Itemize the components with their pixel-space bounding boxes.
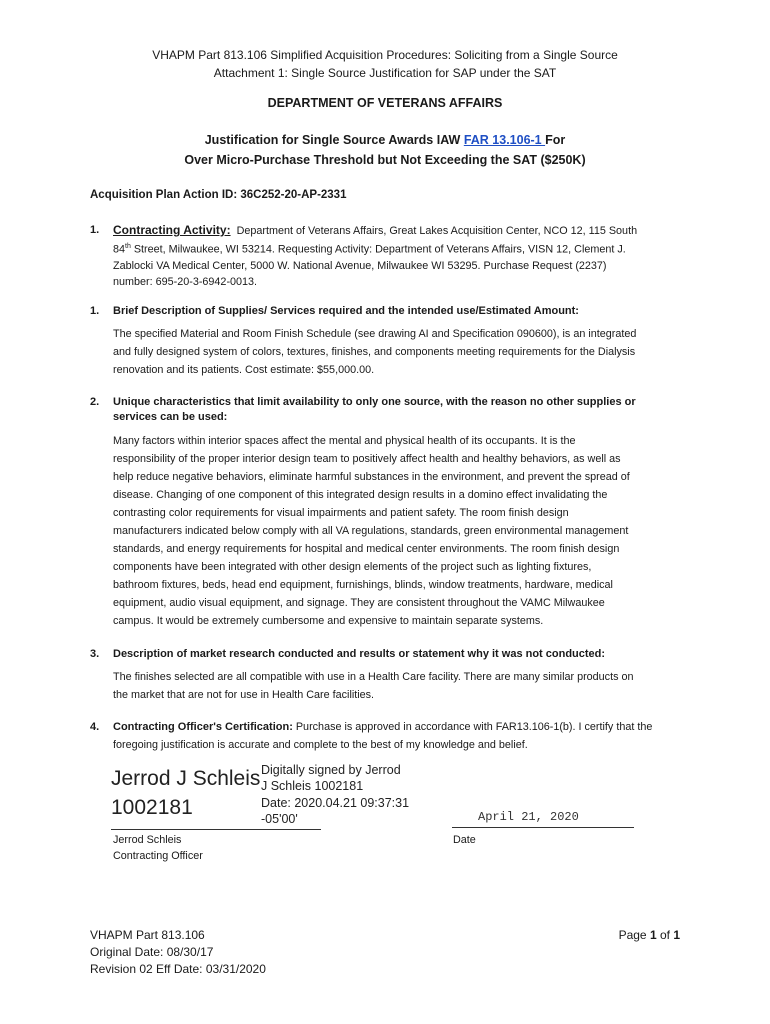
date-label: Date: [453, 834, 476, 846]
section-contracting-activity: [113, 222, 713, 290]
section-number: 2.: [90, 396, 100, 408]
printed-title: Contracting Officer: [113, 850, 203, 862]
page-label: Page: [618, 928, 650, 942]
section-body: [113, 325, 713, 379]
page-of: of: [656, 928, 674, 942]
section-text: contrasting color requirements for visual impairments and patient safety. The room finish design: [113, 507, 569, 519]
section-text: 84: [113, 243, 126, 256]
section-heading: Contracting Officer's Certification:: [113, 721, 293, 733]
section-text: responsibility of the proper interior design team to positively affect health and healthy behaviors, as well as: [113, 453, 621, 465]
signature-meta: Date: 2020.04.21 09:37:31: [261, 796, 410, 810]
signature-meta: J Schleis 1002181: [261, 779, 364, 793]
footer-original-date: Original Date: 08/30/17: [90, 945, 214, 959]
section-number: 1.: [90, 305, 100, 317]
department-title: DEPARTMENT OF VETERANS AFFAIRS: [267, 96, 503, 110]
title-text-end: For: [545, 133, 566, 147]
page-current: 1: [649, 928, 657, 942]
section-text: Zablocki VA Medical Center, 5000 W. National Avenue, Milwaukee WI 53295. Purchase Request (2237): [113, 259, 607, 272]
signature-name: Jerrod J Schleis: [111, 767, 261, 790]
section-text: standards, and energy requirements for hospital and medical center environments. The room finish design: [113, 543, 620, 555]
section-heading: Brief Description of Supplies/ Services required and the intended use/Estimated Amount:: [113, 305, 579, 317]
section-number: 4.: [90, 721, 100, 733]
superscript: th: [125, 243, 131, 250]
acquisition-plan-id: Acquisition Plan Action ID: 36C252-20-AP-2331: [90, 189, 347, 201]
section-text: help reduce negative behaviors, eliminate harmful substances in the environment, and prevent the spread of: [113, 471, 630, 483]
far-link[interactable]: FAR 13.106-1: [463, 133, 546, 147]
section-text: the market that are not for use in Health Care facilities.: [113, 689, 375, 701]
justification-title-line-2: Over Micro-Purchase Threshold but Not Exceeding the SAT ($250K): [184, 153, 586, 167]
signature-meta: Digitally signed by Jerrod: [261, 763, 401, 777]
section-text: Street, Milwaukee, WI 53214. Requesting Activity: Department of Veterans Affairs, VISN 12, Clement J.: [130, 243, 626, 256]
footer-part: VHAPM Part 813.106: [90, 928, 205, 942]
section-heading: Contracting Activity:: [113, 223, 231, 237]
printed-name: Jerrod Schleis: [113, 834, 182, 846]
signature-line: [111, 829, 321, 830]
section-text: foregoing justification is accurate and complete to the best of my knowledge and belief.: [113, 739, 528, 751]
justification-title-line-1: [0, 133, 770, 147]
date-line: [452, 827, 634, 828]
signature-meta: -05'00': [261, 812, 298, 826]
section-text: Purchase is approved in accordance with FAR13.106-1(b). I certify that the: [292, 721, 653, 733]
section-body: [113, 668, 723, 704]
header-line-2: Attachment 1: Single Source Justification for SAP under the SAT: [213, 66, 557, 80]
section-text: campus. It would be extremely cumbersome and expensive to maintain separate systems.: [113, 615, 544, 627]
section-text: disease. Changing of one component of this integrated design results in a domino effect invalidating the: [113, 489, 608, 501]
section-heading-cont: services can be used:: [113, 411, 228, 423]
section-text: renovation and its patients. Cost estimate: $55,000.00.: [113, 364, 375, 376]
section-text: components have been integrated with other design elements of the project such as lighting fixtures,: [113, 561, 592, 573]
section-text: Department of Veterans Affairs, Great Lakes Acquisition Center, NCO 12, 115 South: [236, 225, 638, 237]
section-text: The specified Material and Room Finish Schedule (see drawing AI and Specification 090600), is an integrated: [113, 328, 637, 340]
header-line-1: VHAPM Part 813.106 Simplified Acquisition Procedures: Soliciting from a Single Source: [152, 48, 618, 62]
section-body: [113, 718, 733, 754]
section-text: Many factors within interior spaces affect the mental and physical health of its occupants. It is the: [113, 435, 576, 447]
section-text: number: 695-20-3-6942-0013.: [113, 275, 258, 288]
title-text: Justification for Single Source Awards IAW: [204, 133, 464, 147]
section-heading: Unique characteristics that limit availability to only one source, with the reason no other supplies or: [113, 396, 636, 408]
section-text: The finishes selected are all compatible with use in a Health Care facility. There are many similar products on: [113, 671, 634, 683]
section-number: 3.: [90, 648, 100, 660]
page-number: [619, 927, 680, 944]
signature-id: 1002181: [111, 796, 193, 819]
section-heading: Description of market research conducted and results or statement why it was not conducted:: [113, 648, 606, 660]
section-text: equipment, audio visual equipment, and signage. They are consistent throughout the VAMC Milwaukee: [113, 597, 605, 609]
section-number: 1.: [90, 224, 100, 236]
section-text: and fully designed system of colors, textures, finishes, and components meeting requirements for the Dialysis: [113, 346, 636, 358]
signature-date: April 21, 2020: [478, 810, 579, 824]
section-body: [113, 432, 723, 630]
section-text: manufacturers indicated below comply with all VA regulations, standards, green environmental management: [113, 525, 629, 537]
section-text: bathroom fixtures, beds, head end equipment, furnishings, blinds, window treatments, hardware, medical: [113, 579, 613, 591]
page-total: 1: [673, 928, 680, 942]
footer-revision: Revision 02 Eff Date: 03/31/2020: [90, 962, 266, 976]
